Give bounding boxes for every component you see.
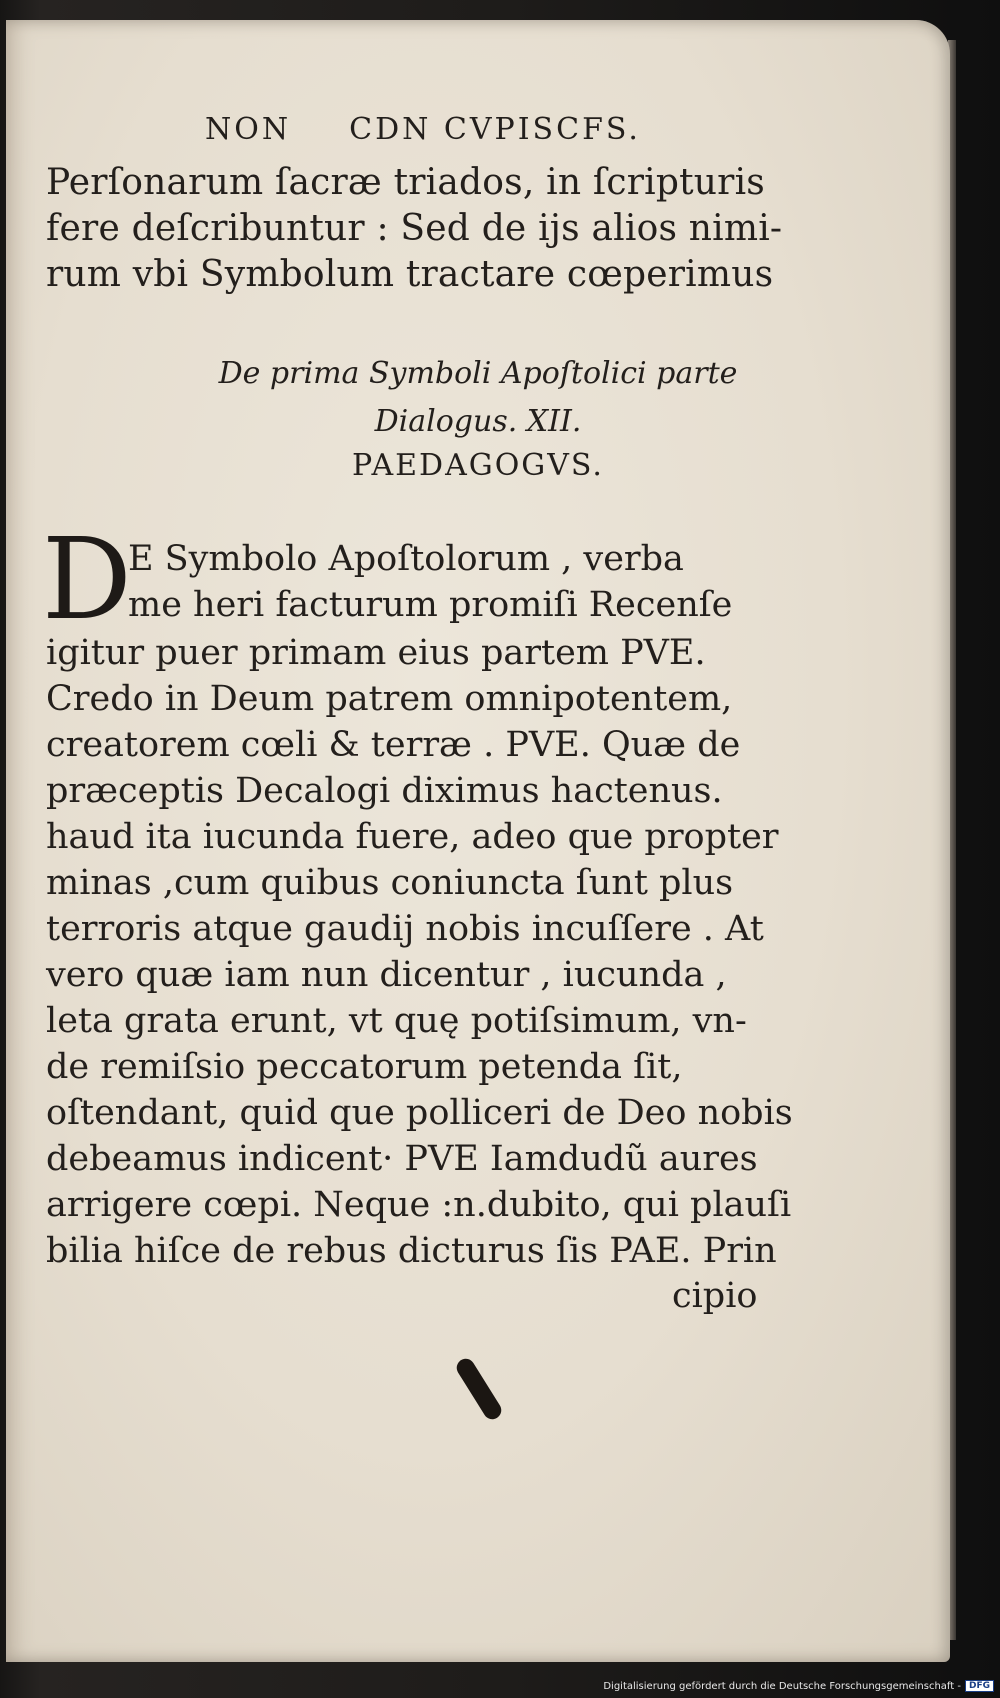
text-line: Perſonarum ſacræ triados, in ſcripturis (46, 162, 765, 203)
catchword: cipio (672, 1276, 758, 1316)
running-head-left: NON (205, 112, 292, 147)
body-line: E Symbolo Apoſtolorum , verba (128, 539, 684, 579)
body-line: me heri facturum promiſi Recenſe (128, 585, 733, 625)
speaker-heading: PAEDAGOGVS. (352, 448, 604, 483)
body-line: præceptis Decalogi diximus hactenus. (46, 771, 723, 811)
body-line: arrigere cœpi. Neque :n.dubito, qui plauſi (46, 1185, 792, 1225)
body-line: leta grata erunt, vt quę potiſsimum, vn- (46, 1001, 747, 1041)
body-line: creatorem cœli & terræ . PVE. Quæ de (46, 725, 741, 765)
running-head-right: CDN CVPISCFS. (349, 112, 641, 147)
running-head (205, 112, 641, 147)
body-line: haud ita iucunda fuere, adeo que propter (46, 817, 779, 857)
body-line: vero quæ iam nun dicentur , iucunda , (46, 955, 727, 995)
body-line: Credo in Deum patrem omnipotentem, (46, 679, 733, 719)
body-line: minas ,cum quibus coniuncta ſunt plus (46, 863, 734, 903)
body-line: bilia hiſce de rebus dicturus ſis PAE. Prin (46, 1231, 777, 1271)
text-line: rum vbi Symbolum tractare cœperimus (46, 254, 774, 295)
body-line: de remiſsio peccatorum petenda ſit, (46, 1047, 683, 1087)
digitization-footer (603, 1680, 994, 1692)
body-line: oſtendant, quid que polliceri de Deo nobis (46, 1093, 793, 1133)
footer-text: Digitalisierung gefördert durch die Deutsche Forschungsgemeinschaft - (603, 1680, 961, 1692)
dfg-logo: DFG (965, 1680, 994, 1692)
body-line: igitur puer primam eius partem PVE. (46, 633, 706, 673)
dialogue-number: Dialogus. XII. (374, 404, 582, 439)
section-heading: De prima Symboli Apoſtolici parte (218, 356, 738, 391)
body-line: debeamus indicent· PVE Iamdudũ aures (46, 1139, 758, 1179)
body-line: terroris atque gaudij nobis incuſſere . At (46, 909, 764, 949)
drop-cap: D (42, 515, 132, 645)
text-line: fere deſcribuntur : Sed de ijs alios nimi- (46, 208, 783, 249)
